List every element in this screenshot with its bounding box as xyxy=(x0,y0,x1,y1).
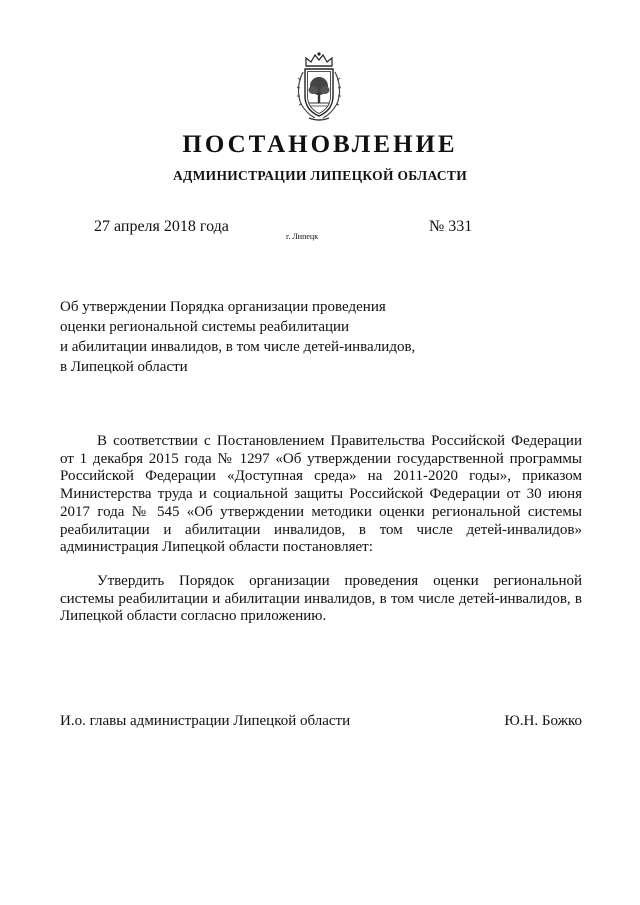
signature-name: Ю.Н. Божко xyxy=(504,713,582,729)
subject-line: и абилитации инвалидов, в том числе детей-инвалидов, xyxy=(60,339,416,355)
document-date: 27 апреля 2018 года xyxy=(94,218,229,235)
paragraph-line: администрация Липецкой области постановляет: xyxy=(60,539,373,556)
subject-line: оценки региональной системы реабилитации xyxy=(60,319,350,335)
document-city: г. Липецк xyxy=(286,232,319,241)
paragraph-line: 2017 года № 545 «Об утверждении методики оценки региональной системы xyxy=(60,503,582,520)
lipetsk-coat-of-arms-icon xyxy=(289,50,349,122)
paragraph-line: от 1 декабря 2015 года № 1297 «Об утверждении государственной программы xyxy=(60,450,582,467)
body-paragraph-2 xyxy=(60,573,582,626)
document-subtitle: АДМИНИСТРАЦИИ ЛИПЕЦКОЙ ОБЛАСТИ xyxy=(172,168,468,183)
document-subject xyxy=(60,297,415,377)
paragraph-line: системы реабилитации и абилитации инвалидов, в том числе детей-инвалидов, в xyxy=(60,590,582,607)
paragraph-line: Министерства труда и социальной защиты Российской Федерации от 30 июня xyxy=(60,486,582,503)
body-paragraph-1 xyxy=(60,433,582,557)
paragraph-line: Российской Федерации «Доступная среда» на 2011-2020 годы», приказом xyxy=(60,468,582,485)
paragraph-line: реабилитации и абилитации инвалидов, в том числе детей-инвалидов» xyxy=(60,521,582,538)
document-title: ПОСТАНОВЛЕНИЕ xyxy=(182,131,458,158)
signature-role: И.о. главы администрации Липецкой области xyxy=(60,713,351,729)
subject-line: в Липецкой области xyxy=(60,359,188,375)
paragraph-line: В соответствии с Постановлением Правительства Российской Федерации xyxy=(97,433,582,449)
paragraph-line: Липецкой области согласно приложению. xyxy=(60,608,327,625)
paragraph-line: Утвердить Порядок организации проведения оценки региональной xyxy=(97,573,582,589)
subject-line: Об утверждении Порядка организации проведения xyxy=(60,299,386,315)
document-number: № 331 xyxy=(429,218,473,235)
